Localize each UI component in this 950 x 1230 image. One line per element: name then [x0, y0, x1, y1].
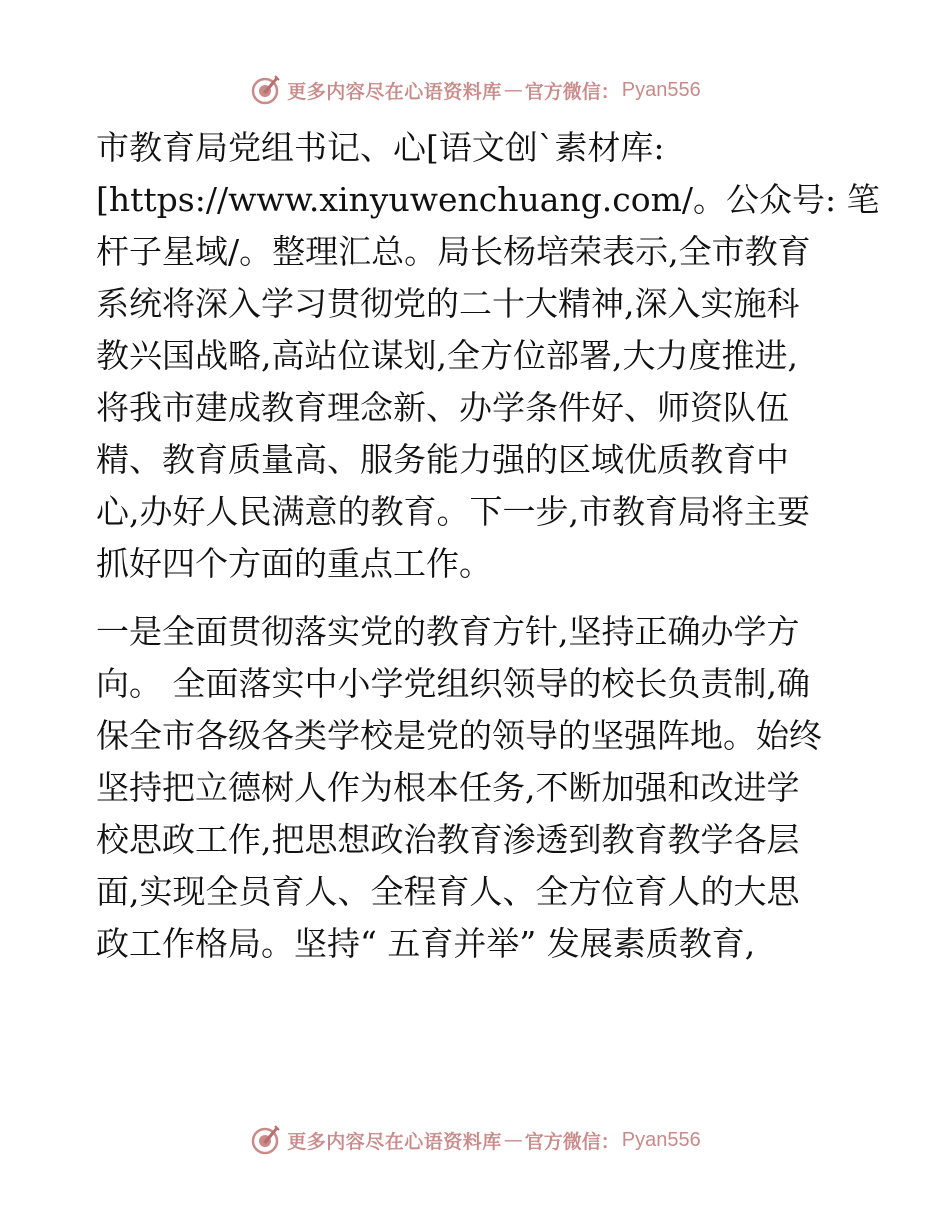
text-line: 校思政工作,把思想政治教育渗透到教育教学各层 — [96, 820, 800, 859]
text-line: 精、教育质量高、服务能力强的区域优质教育中 — [96, 440, 789, 479]
text-line: 系统将深入学习贯彻党的二十大精神,深入实施科 — [96, 284, 800, 323]
quill-seal-icon — [249, 74, 281, 106]
footer-wechat-id: Pyan556 — [621, 1128, 701, 1151]
text-line: 教兴国战略,高站位谋划,全方位部署,大力度推进, — [96, 336, 798, 375]
text-line: 一是全面贯彻落实党的教育方针,坚持正确办学方 — [96, 612, 800, 651]
text-line: 保全市各级各类学校是党的领导的坚强阵地。始终 — [96, 716, 822, 755]
text-line: 市教育局党组书记、心[语文创`素材库: — [96, 128, 665, 167]
paragraph-1 — [96, 122, 880, 590]
text-line: 抓好四个方面的重点工作。 — [96, 544, 492, 583]
header-wechat-label: 官方微信： — [524, 80, 620, 103]
text-line: 坚持把立德树人作为根本任务,不断加强和改进学 — [96, 768, 800, 807]
quill-seal-icon — [249, 1124, 281, 1156]
header-separator: — — [503, 79, 523, 101]
text-line: 心,办好人民满意的教育。下一步,市教育局将主要 — [96, 492, 810, 531]
text-line: 政工作格局。坚持“ 五育并举” 发展素质教育, — [96, 924, 756, 963]
header-banner — [0, 70, 950, 110]
document-body — [96, 122, 880, 970]
paragraph-2 — [96, 606, 848, 970]
footer-banner — [0, 1120, 950, 1160]
footer-wechat-label: 官方微信： — [524, 1130, 620, 1153]
header-brand-text: 更多内容尽在心语资料库 — [287, 80, 502, 103]
text-line: 杆子星域/。整理汇总。局长杨培荣表示,全市教育 — [96, 232, 811, 271]
paragraph-gap — [96, 590, 848, 606]
footer-brand-text: 更多内容尽在心语资料库 — [287, 1130, 502, 1153]
text-line: [https://www.xinyuwenchuang.com/。公众号: 笔 — [96, 180, 880, 219]
text-line: 向。 全面落实中小学党组织领导的校长负责制,确 — [96, 664, 810, 703]
text-line: 将我市建成教育理念新、办学条件好、师资队伍 — [96, 388, 789, 427]
text-line: 面,实现全员育人、全程育人、全方位育人的大思 — [96, 872, 800, 911]
header-wechat-id: Pyan556 — [621, 78, 701, 101]
footer-separator: — — [503, 1129, 523, 1151]
